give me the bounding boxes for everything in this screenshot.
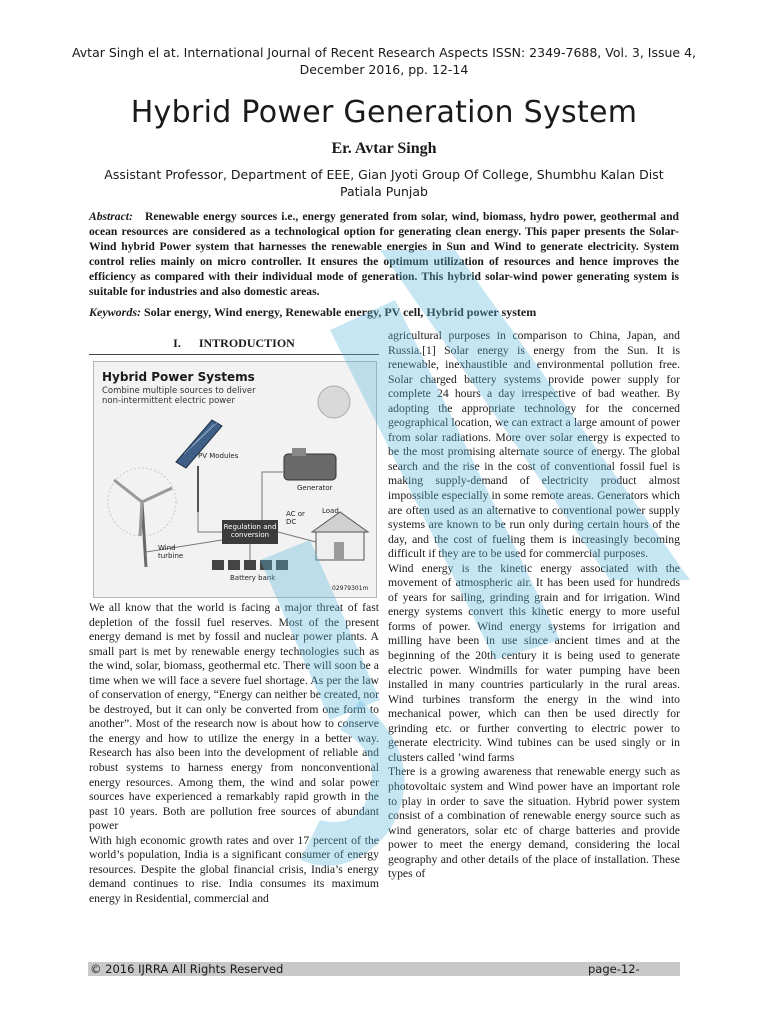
journal-header-line-1: Avtar Singh el at. International Journal of Recent Research Aspects ISSN: 2349-7688, Vol. 3, Issue 4, xyxy=(71,45,697,60)
body-paragraph: There is a growing awareness that renewable energy such as photovoltaic system and Wind power have an important role to play in order to save the situation. Hybrid power system consist of a combination of renewable energy source such as wind generators, solar etc of charge batteries and provide power to meet the energy demand, considering the local geography and other details of the place of installation. These types of xyxy=(388,765,680,881)
paper-title: Hybrid Power Generation System xyxy=(130,95,638,130)
house-shape xyxy=(312,512,368,560)
footer-page-number: page-12- xyxy=(588,962,640,976)
load-label: Load xyxy=(322,507,339,515)
generator-shape xyxy=(284,448,336,480)
body-paragraph: agricultural purposes in comparison to China, Japan, and Russia.[1] Solar energy is energy from the Sun. It is renewable, inexhaustible and environmental pollution free. Solar charged battery systems provide power supply for complete 24 hours a day irrespective of bad weather. By adopting the appropriate technology for the concerned geographical location, we can extract a large amount of power from solar radiations. More over solar energy is expected to be the most promising alternate source of energy. The global search and the rise in the cost of conventional fossil fuel is making supply-demand of electricity product almost impossible especially in some remote areas. Generators which are often used as an alternative to conventional power supply systems are known to be run only during certain hours of the day, and the cost of fueling them is increasingly becoming difficult if they are to be used for commercial purposes. xyxy=(388,329,680,561)
body-paragraph: Wind energy is the kinetic energy associated with the movement of atmospheric air. It has been used for hundreds of years for sailing, grinding grain and for irrigation. Wind energy systems convert this kinetic energy to more useful forms of power. Wind energy systems for irrigation and milling have been in use since ancient times and at the beginning of the 20th century it is being used to generate electric power. Windmills for water pumping have been installed in many countries particularly in the rural areas. Wind turbines transform the energy in the wind into mechanical power, which can then be used directly for grinding etc. or further converting to electric power to generate electricity. Wind tubines can be used singly or in clusters called ’wind farms xyxy=(388,561,680,764)
left-column xyxy=(89,601,379,906)
footer-copyright: © 2016 IJRRA All Rights Reserved xyxy=(90,962,284,976)
keywords xyxy=(89,305,679,320)
hybrid-power-systems-figure xyxy=(93,361,377,598)
generator-label: Generator xyxy=(297,484,333,492)
abstract-text: Renewable energy sources i.e., energy generated from solar, wind, biomass, hydro power, geothermal and ocean resources are considered as a technological option for generating clean energy. This paper presents the Solar-Wind hybrid Power system that harnesses the renewable energies in Sun and Wind to generate electricity. System control relies mainly on micro controller. It ensures the optimum utilization of resources and hence improves the efficiency as compared with their individual mode of generation. This hybrid solar-wind power generating system is suitable for industries and also domestic areas. xyxy=(89,210,679,298)
pv-modules-shape xyxy=(176,420,222,512)
body-paragraph: We all know that the world is facing a major threat of fast depletion of the fossil fuel reserves. Most of the present energy demand is met by fossil and nuclear power plants. A small part is met by renewable energy technologies such as the wind, solar, biomass, geothermal etc. There will soon be a time when we will face a severe fuel shortage. As per the law of conservation of energy, “Energy can neither be created, nor be destroyed, but it can only be converted from one form to another”. Most of the research now is about how to conserve the energy and how to utilize the energy in a better way. Research has also been into the development of reliable and robust systems to harness energy from nonconventional energy resources. Among them, the wind and solar power sources have experienced a remarkably rapid growth in the past 10 years. Both are pollution free sources of abundant power xyxy=(89,601,379,833)
abstract xyxy=(89,209,679,299)
ac-dc-label: AC or DC xyxy=(286,510,305,526)
pv-modules-label: PV Modules xyxy=(198,452,239,460)
affiliation-line-2: Patiala Punjab xyxy=(339,184,428,199)
journal-header-line-2: December 2016, pp. 12-14 xyxy=(299,62,469,77)
keywords-label: Keywords: xyxy=(89,305,141,319)
keywords-text: Solar energy, Wind energy, Renewable energy, PV cell, Hybrid power system xyxy=(144,305,537,319)
affiliation-line-1: Assistant Professor, Department of EEE, Gian Jyoti Group Of College, Shumbhu Kalan Dist xyxy=(104,167,664,182)
figure-subtitle: Combine multiple sources to deliver non-intermittent electric power xyxy=(102,386,256,406)
battery-bank-shape xyxy=(212,560,288,570)
abstract-label: Abstract: xyxy=(89,210,133,223)
wind-turbine-label: Wind turbine xyxy=(158,544,184,560)
regulation-label: Regulation and conversion xyxy=(223,523,277,539)
body-paragraph: With high economic growth rates and over 17 percent of the world’s population, India is a significant consumer of energy resources. Despite the global financial crisis, India’s energy demand continues to rise. India consumes its maximum energy in Residential, commercial and xyxy=(89,833,379,905)
figure-code: 02979301m xyxy=(332,585,369,592)
figure-title: Hybrid Power Systems xyxy=(102,370,255,384)
author-name: Er. Avtar Singh xyxy=(331,140,437,157)
right-column xyxy=(388,329,680,882)
sun-shape xyxy=(318,386,350,418)
author-affiliation xyxy=(90,166,678,200)
section-divider xyxy=(89,354,379,355)
section-heading-introduction: I. INTRODUCTION xyxy=(173,336,295,350)
battery-bank-label: Battery bank xyxy=(230,574,276,582)
